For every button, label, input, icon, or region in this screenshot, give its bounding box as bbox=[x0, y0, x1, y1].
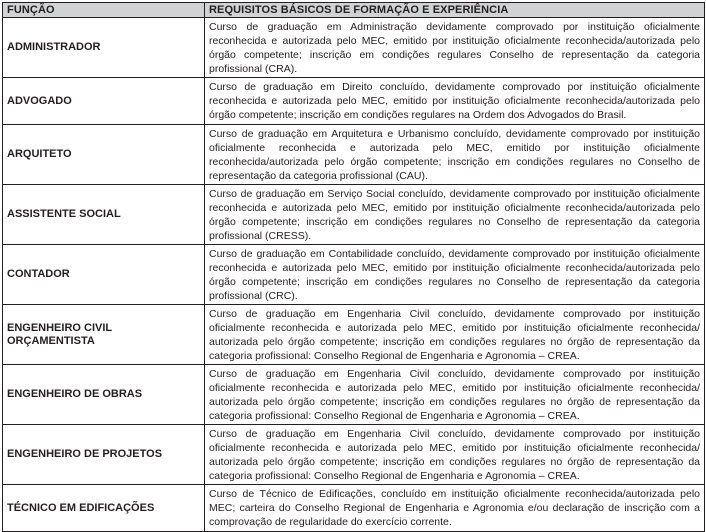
table-row bbox=[3, 485, 705, 532]
requirements-cell: Curso de graduação em Serviço Social concluído, devidamente comprovado por instituição oficialmente reconhecida e autorizada pelo MEC, emitido por instituição oficialmente reconhecida/autorizada pelo órgão competente; inscrição em condições regulares no Conselho de representação da categoria profissional (CRESS). bbox=[205, 185, 705, 245]
table-row bbox=[3, 245, 705, 305]
role-cell: ENGENHEIRO DE OBRAS bbox=[3, 365, 205, 425]
role-cell: ADMINISTRADOR bbox=[3, 18, 205, 78]
table-row bbox=[3, 125, 705, 185]
role-cell: ARQUITETO bbox=[3, 125, 205, 185]
requirements-cell: Curso de graduação em Engenharia Civil concluído, devidamente comprovado por instituição oficialmente reconhecida e autorizada pelo MEC, emitido por instituição oficialmente reconhecida/ autorizada pelo órgão competente; inscrição em condições regulares no órgão de representação da categoria profissional: Conselho Regional de Engenharia e Agronomia – CREA. bbox=[205, 425, 705, 485]
table-row bbox=[3, 365, 705, 425]
table-header-row bbox=[3, 3, 705, 18]
header-funcao: FUNÇÃO bbox=[3, 3, 205, 18]
role-cell: ASSISTENTE SOCIAL bbox=[3, 185, 205, 245]
requirements-cell: Curso de graduação em Engenharia Civil concluído, devidamente comprovado por instituição oficialmente reconhecida e autorizada pelo MEC, emitido por instituição oficialmente reconhecida/ autorizada pelo órgão competente; inscrição em condições regulares no órgão de representação da categoria profissional: Conselho Regional de Engenharia e Agronomia – CREA. bbox=[205, 365, 705, 425]
table-row bbox=[3, 78, 705, 125]
role-cell: CONTADOR bbox=[3, 245, 205, 305]
role-cell: ENGENHEIRO DE PROJETOS bbox=[3, 425, 205, 485]
role-cell: ADVOGADO bbox=[3, 78, 205, 125]
requirements-table bbox=[2, 2, 705, 532]
header-requisitos: REQUISITOS BÁSICOS DE FORMAÇÃO E EXPERIÊNCIA bbox=[205, 3, 705, 18]
requirements-cell: Curso de graduação em Engenharia Civil concluído, devidamente comprovado por instituição oficialmente reconhecida e autorizada pelo MEC, emitido por instituição oficialmente reconhecida/ autorizada pelo órgão competente; inscrição em condições regulares no órgão de representação da categoria profissional: Conselho Regional de Engenharia e Agronomia – CREA. bbox=[205, 305, 705, 365]
requirements-cell: Curso de graduação em Administração devidamente comprovado por instituição oficialmente reconhecida e autorizada pelo MEC, emitido por instituição oficialmente reconhecida/autorizada pelo órgão competente; inscrição em condições regulares Conselho de representação da categoria profissional (CRA). bbox=[205, 18, 705, 78]
table-row bbox=[3, 18, 705, 78]
requirements-cell: Curso de graduação em Direito concluído, devidamente comprovado por instituição oficialmente reconhecida e autorizada pelo MEC, emitido por instituição oficialmente reconhecida/autorizada pelo órgão competente; inscrição em condições regulares na Ordem dos Advogados do Brasil. bbox=[205, 78, 705, 125]
role-cell: TÉCNICO EM EDIFICAÇÕES bbox=[3, 485, 205, 532]
table-row bbox=[3, 305, 705, 365]
table-row bbox=[3, 425, 705, 485]
table-row bbox=[3, 185, 705, 245]
role-cell: ENGENHEIRO CIVIL ORÇAMENTISTA bbox=[3, 305, 205, 365]
requirements-cell: Curso de Técnico de Edificações, concluído em instituição oficialmente reconhecida/autorizada pelo MEC; carteira do Conselho Regional de Engenharia e Agronomia e/ou declaração de inscrição com a comprovação de regularidade do exercício corrente. bbox=[205, 485, 705, 532]
requirements-cell: Curso de graduação em Arquitetura e Urbanismo concluído, devidamente comprovado por instituição oficialmente reconhecida e autorizada pelo MEC, emitido por instituição oficialmente reconhecida/autorizada pelo órgão competente; inscrição em condições regulares no Conselho de representação da categoria profissional (CAU). bbox=[205, 125, 705, 185]
requirements-cell: Curso de graduação em Contabilidade concluído, devidamente comprovado por instituição oficialmente reconhecida e autorizada pelo MEC, emitido por instituição oficialmente reconhecida/autorizada pelo órgão competente; inscrição em condições regulares no Conselho de representação da categoria profissional (CRC). bbox=[205, 245, 705, 305]
